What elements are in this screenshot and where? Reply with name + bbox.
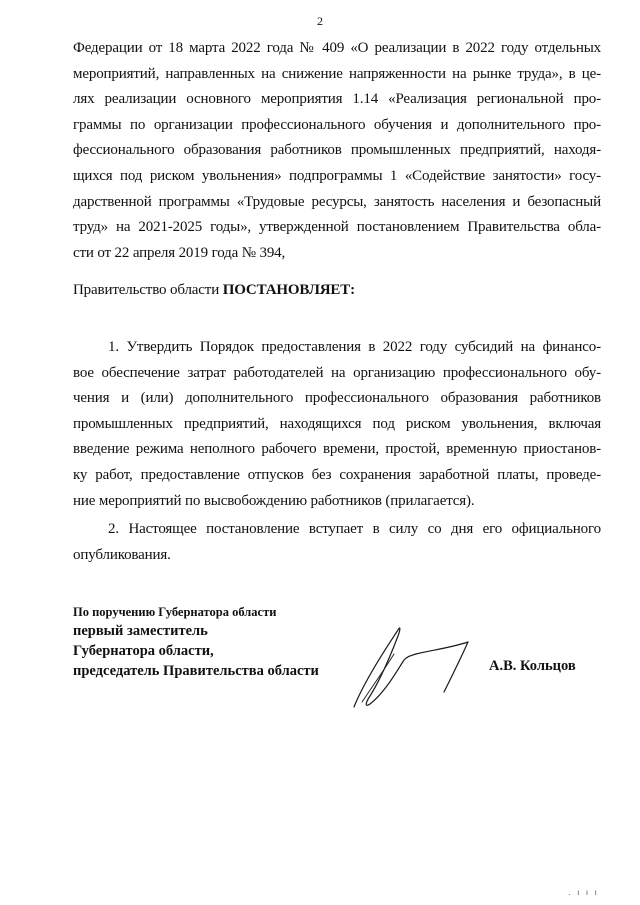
intro-line: сти от 22 апреля 2019 года № 394, xyxy=(73,244,286,261)
item-1-paragraph xyxy=(73,335,601,514)
item-1-line: промышленных предприятий, находящихся под риском увольнения, включая xyxy=(73,415,601,432)
item-1-line: чения и (или) дополнительного профессионального образования работников xyxy=(73,390,601,407)
intro-line: граммы по организации профессионального обучения и дополнительного про- xyxy=(73,116,601,133)
signatory-line: первый заместитель xyxy=(73,623,208,639)
item-1-line: ку работ, предоставление отпусков без сохранения заработной платы, проведе- xyxy=(73,466,601,483)
scan-marks: . ı ı ı xyxy=(568,888,599,897)
intro-line: щихся под риском увольнения» подпрограммы 1 «Содействие занятости» госу- xyxy=(73,167,601,184)
signatory-line: председатель Правительства области xyxy=(73,663,319,679)
decree-prefix: Правительство области xyxy=(73,282,223,298)
signer-name: А.В. Кольцов xyxy=(489,658,576,674)
item-1-line: 1. Утвердить Порядок предоставления в 2022 году субсидий на финансо- xyxy=(108,339,601,355)
intro-line: Федерации от 18 марта 2022 года № 409 «О реализации в 2022 году отдельных xyxy=(73,40,601,56)
item-1-line: введение режима неполного рабочего времени, простой, временную приостанов- xyxy=(73,441,601,458)
handwritten-signature xyxy=(340,612,490,717)
intro-line: лях реализации основного мероприятия 1.14 «Реализация региональной про- xyxy=(73,91,601,108)
page-number: 2 xyxy=(317,14,323,28)
intro-line: дарственной программы «Трудовые ресурсы, занятость населения и безопасный xyxy=(73,193,601,210)
signatory-line: По поручению Губернатора области xyxy=(73,605,277,619)
decree-line xyxy=(73,278,601,304)
intro-paragraph xyxy=(73,36,601,266)
decree-keyword: ПОСТАНОВЛЯЕТ: xyxy=(222,282,355,298)
item-2-line: 2. Настоящее постановление вступает в силу со дня его официального xyxy=(108,521,601,537)
item-2-paragraph xyxy=(73,517,601,568)
intro-line: труд» на 2021-2025 годы», утвержденной постановлением Правительства обла- xyxy=(73,219,601,236)
item-2-line: опубликования. xyxy=(73,546,171,563)
signatory-title-block xyxy=(73,603,353,681)
item-1-line: вое обеспечение затрат работодателей на организацию профессионального обу- xyxy=(73,364,601,381)
intro-line: мероприятий, направленных на снижение напряженности на рынке труда», в це- xyxy=(73,65,601,82)
intro-line: фессионального образования работников промышленных предприятий, находя- xyxy=(73,142,601,159)
item-1-line: ние мероприятий по высвобождению работников (прилагается). xyxy=(73,492,475,509)
signatory-line: Губернатора области, xyxy=(73,643,214,659)
